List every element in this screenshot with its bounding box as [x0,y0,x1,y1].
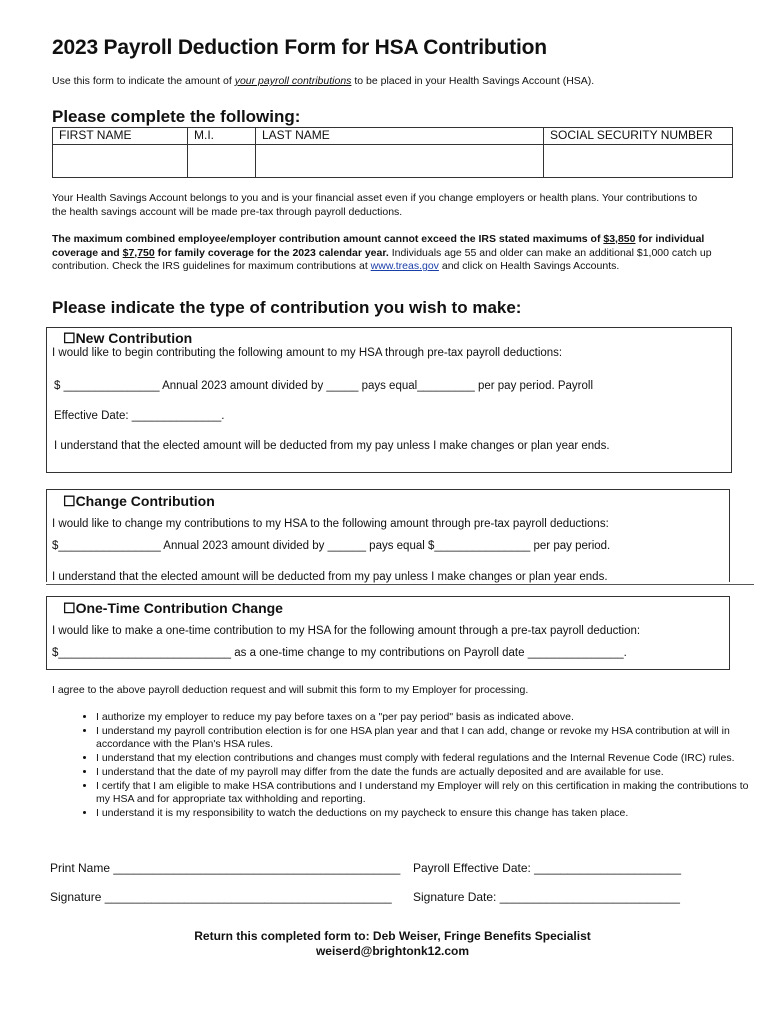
header-last-name: LAST NAME [256,128,544,145]
first-name-field[interactable] [53,145,188,178]
return-email: weiserd@brightonk12.com [315,944,470,958]
list-item: • I certify that I am eligible to make HSA contributions and I understand my Employer will rely on this certification in making the contributions to my HSA and for appropriate tax withholding and reporting. [96,780,756,807]
checkbox-icon[interactable]: ☐ [63,600,76,616]
change-contribution-line1: I would like to change my contributions to my HSA to the following amount through pre-tax payroll deductions: [52,518,609,530]
change-contribution-option[interactable] [63,493,215,510]
print-name-field[interactable]: Print Name ___________________________________________ [50,861,401,875]
intro-underlined: your payroll contributions [234,75,352,87]
change-contribution-understand: I understand that the elected amount will be deducted from my pay unless I make changes or plan year ends. [52,571,608,583]
section-heading-complete: Please complete the following: [52,107,301,126]
list-item: • I understand it is my responsibility to watch the deductions on my paycheck to ensure this change has taken place. [96,807,756,821]
treas-gov-link[interactable]: www.treas.gov [370,260,439,272]
intro-text: Use this form to indicate the amount of your payroll contributions to be placed in your Health Savings Account (HSA). [52,75,595,87]
change-contribution-amount-line[interactable]: $________________ Annual 2023 amount divided by ______ pays equal $_______________ per pay period. [52,540,611,552]
checkbox-icon[interactable]: ☐ [63,330,76,346]
new-contribution-understand: I understand that the elected amount will be deducted from my pay unless I make changes or plan year ends. [54,440,610,452]
personal-info-table [52,127,733,178]
last-name-field[interactable] [256,145,544,178]
form-title: 2023 Payroll Deduction Form for HSA Contribution [52,36,547,59]
agreement-text: I agree to the above payroll deduction request and will submit this form to my Employer for processing. [52,684,529,696]
hsa-ownership-paragraph: Your Health Savings Account belongs to you and is your financial asset even if you change employers or health plans. Your contributions to the health savings account will be made pre-tax through payroll deductions. [52,192,698,218]
header-ssn: SOCIAL SECURITY NUMBER [544,128,733,145]
payroll-effective-date-field[interactable]: Payroll Effective Date: ______________________ [413,861,681,875]
list-item: • I understand that my election contributions and changes must comply with federal regulations and the Internal Revenue Code (IRC) rules. [96,752,756,766]
mi-field[interactable] [188,145,256,178]
divider [46,584,754,585]
signature-date-field[interactable]: Signature Date: ___________________________ [413,890,680,904]
header-mi: M.I. [188,128,256,145]
maximum-contribution-paragraph: The maximum combined employee/employer contribution amount cannot exceed the IRS stated maximums of $3,850 for individual coverage and $7,750 for family coverage for the 2023 calendar year. Individuals age 55 and older can make an additional $1,000 catch up contribution. Check the IRS guidelines for maximum contributions at www.treas.gov and click on Health Savings Accounts. [52,233,712,272]
list-item: • I authorize my employer to reduce my pay before taxes on a "per pay period" basis as indicated above. [96,711,756,725]
new-contribution-option[interactable] [63,330,192,347]
one-time-contribution-line1: I would like to make a one-time contribution to my HSA for the following amount through a pre-tax payroll deduction: [52,625,641,637]
one-time-contribution-amount-line[interactable]: $___________________________ as a one-time change to my contributions on Payroll date _______________. [52,647,627,659]
list-item: • I understand my payroll contribution election is for one HSA plan year and that I can add, change or revoke my HSA contribution at will in accordance with the Plan's HSA rules. [96,725,756,752]
one-time-contribution-option[interactable] [63,600,283,617]
section-heading-contribution-type: Please indicate the type of contribution you wish to make: [52,298,522,317]
new-contribution-line1: I would like to begin contributing the following amount to my HSA through pre-tax payroll deductions: [52,347,563,359]
signature-field[interactable]: Signature ___________________________________________ [50,890,392,904]
one-time-contribution-title: One-Time Contribution Change [75,600,283,616]
list-item: • I understand that the date of my payroll may differ from the date the funds are actually deposited and are available for use. [96,766,756,780]
checkbox-icon[interactable]: ☐ [63,493,76,509]
return-instructions: Return this completed form to: Deb Weiser, Fringe Benefits Specialist [194,929,591,943]
new-contribution-amount-line[interactable]: $ _______________ Annual 2023 amount divided by _____ pays equal_________ per pay period. Payroll [54,380,594,392]
new-contribution-title: New Contribution [75,330,193,346]
header-first-name: FIRST NAME [53,128,188,145]
change-contribution-title: Change Contribution [75,493,215,509]
ssn-field[interactable] [544,145,733,178]
acknowledgement-list [52,711,756,821]
new-contribution-effective-date[interactable]: Effective Date: ______________. [54,410,225,422]
